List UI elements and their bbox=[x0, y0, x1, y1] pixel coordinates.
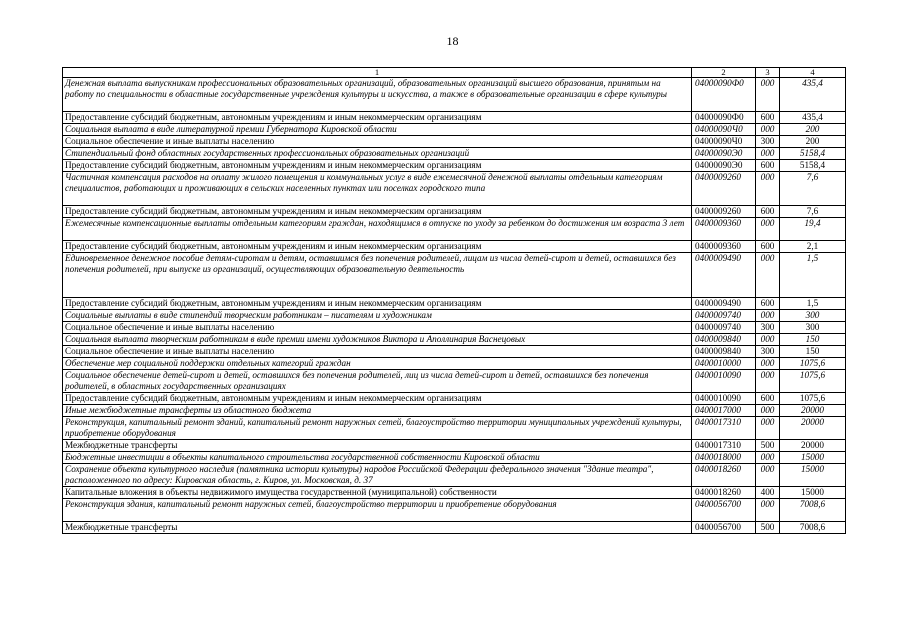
row-code-cell: 0400056700 bbox=[692, 499, 756, 522]
row-amount-cell: 2,1 bbox=[780, 241, 846, 253]
table-row bbox=[63, 393, 846, 405]
row-code-cell: 0400009260 bbox=[692, 206, 756, 218]
table-row bbox=[63, 112, 846, 124]
row-name-cell: Обеспечение мер социальной поддержки отдельных категорий граждан bbox=[63, 358, 692, 370]
row-vr-cell: 400 bbox=[756, 487, 780, 499]
row-code-cell: 0400017310 bbox=[692, 440, 756, 452]
table-header-row bbox=[63, 68, 846, 78]
row-name-cell: Бюджетные инвестиции в объекты капитального строительства государственной собственности Кировской области bbox=[63, 452, 692, 464]
table-row bbox=[63, 172, 846, 206]
row-amount-cell: 5158,4 bbox=[780, 148, 846, 160]
header-cell: 3 bbox=[756, 68, 780, 78]
row-vr-cell: 000 bbox=[756, 172, 780, 206]
row-amount-cell: 435,4 bbox=[780, 112, 846, 124]
row-vr-cell: 000 bbox=[756, 148, 780, 160]
row-amount-cell: 7,6 bbox=[780, 206, 846, 218]
row-vr-cell: 600 bbox=[756, 393, 780, 405]
row-vr-cell: 000 bbox=[756, 124, 780, 136]
row-code-cell: 0400010090 bbox=[692, 393, 756, 405]
row-code-cell: 0400017310 bbox=[692, 417, 756, 440]
row-vr-cell: 600 bbox=[756, 241, 780, 253]
row-vr-cell: 300 bbox=[756, 322, 780, 334]
row-code-cell: 0400009360 bbox=[692, 218, 756, 241]
row-code-cell: 04000090Ф0 bbox=[692, 78, 756, 112]
table-row bbox=[63, 417, 846, 440]
row-name-cell: Ежемесячные компенсационные выплаты отдельным категориям граждан, находящимся в отпуске по уходу за ребенком до достижения им возраста 3 лет bbox=[63, 218, 692, 241]
row-name-cell: Предоставление субсидий бюджетным, автономным учреждениям и иным некоммерческим организациям bbox=[63, 160, 692, 172]
row-name-cell: Социальная выплата в виде литературной премии Губернатора Кировской области bbox=[63, 124, 692, 136]
row-amount-cell: 7008,6 bbox=[780, 522, 846, 534]
row-code-cell: 04000090Ч0 bbox=[692, 136, 756, 148]
row-name-cell: Реконструкция, капитальный ремонт зданий, капитальный ремонт наружных сетей, благоустройство территории муниципальных учреждений культуры, приобретение оборудования bbox=[63, 417, 692, 440]
row-amount-cell: 200 bbox=[780, 136, 846, 148]
row-amount-cell: 1,5 bbox=[780, 298, 846, 310]
table-row bbox=[63, 440, 846, 452]
row-vr-cell: 000 bbox=[756, 78, 780, 112]
row-name-cell: Социальное обеспечение и иные выплаты населению bbox=[63, 346, 692, 358]
row-name-cell: Социальное обеспечение детей-сирот и детей, оставшихся без попечения родителей, лиц из числа детей-сирот и детей, оставшихся без попечения родителей, в областных государственных организациях bbox=[63, 370, 692, 393]
row-vr-cell: 000 bbox=[756, 464, 780, 487]
table-row bbox=[63, 206, 846, 218]
row-amount-cell: 1075,6 bbox=[780, 370, 846, 393]
table-row bbox=[63, 253, 846, 298]
row-code-cell: 0400009740 bbox=[692, 310, 756, 322]
row-amount-cell: 300 bbox=[780, 310, 846, 322]
row-code-cell: 0400009360 bbox=[692, 241, 756, 253]
table-row bbox=[63, 298, 846, 310]
row-code-cell: 0400009840 bbox=[692, 334, 756, 346]
row-code-cell: 0400009840 bbox=[692, 346, 756, 358]
row-vr-cell: 000 bbox=[756, 334, 780, 346]
row-vr-cell: 000 bbox=[756, 218, 780, 241]
row-name-cell: Предоставление субсидий бюджетным, автономным учреждениям и иным некоммерческим организациям bbox=[63, 241, 692, 253]
table-row bbox=[63, 124, 846, 136]
row-vr-cell: 000 bbox=[756, 499, 780, 522]
page-number: 18 bbox=[446, 34, 459, 48]
row-amount-cell: 1,5 bbox=[780, 253, 846, 298]
row-amount-cell: 7008,6 bbox=[780, 499, 846, 522]
row-amount-cell: 1075,6 bbox=[780, 393, 846, 405]
row-name-cell: Стипендиальный фонд областных государственных профессиональных образовательных организаций bbox=[63, 148, 692, 160]
row-code-cell: 0400009490 bbox=[692, 298, 756, 310]
row-vr-cell: 000 bbox=[756, 417, 780, 440]
table-row bbox=[63, 136, 846, 148]
table-row bbox=[63, 346, 846, 358]
row-name-cell: Социальное обеспечение и иные выплаты населению bbox=[63, 322, 692, 334]
row-name-cell: Сохранение объекта культурного наследия (памятника истории культуры) народов Российской Федерации федерального значения "Здание театра", расположенного по адресу: Кировская область, г. Киров, ул. Московская, д. 37 bbox=[63, 464, 692, 487]
row-code-cell: 04000090Ч0 bbox=[692, 124, 756, 136]
table-row bbox=[63, 241, 846, 253]
row-amount-cell: 200 bbox=[780, 124, 846, 136]
row-vr-cell: 300 bbox=[756, 346, 780, 358]
table-row bbox=[63, 78, 846, 112]
table-row bbox=[63, 499, 846, 522]
row-name-cell: Реконструкция здания, капитальный ремонт наружных сетей, благоустройство территории и приобретение оборудования bbox=[63, 499, 692, 522]
row-vr-cell: 600 bbox=[756, 206, 780, 218]
row-vr-cell: 000 bbox=[756, 253, 780, 298]
table-row bbox=[63, 464, 846, 487]
row-code-cell: 0400009740 bbox=[692, 322, 756, 334]
row-amount-cell: 19,4 bbox=[780, 218, 846, 241]
row-name-cell: Предоставление субсидий бюджетным, автономным учреждениям и иным некоммерческим организациям bbox=[63, 112, 692, 124]
budget-table bbox=[62, 67, 846, 534]
row-amount-cell: 5158,4 bbox=[780, 160, 846, 172]
header-cell: 4 bbox=[780, 68, 846, 78]
table-row bbox=[63, 487, 846, 499]
row-vr-cell: 500 bbox=[756, 440, 780, 452]
table-row bbox=[63, 322, 846, 334]
table-row bbox=[63, 218, 846, 241]
header-cell: 1 bbox=[63, 68, 692, 78]
row-code-cell: 0400010090 bbox=[692, 370, 756, 393]
row-amount-cell: 300 bbox=[780, 322, 846, 334]
row-name-cell: Социальное обеспечение и иные выплаты населению bbox=[63, 136, 692, 148]
row-code-cell: 0400018000 bbox=[692, 452, 756, 464]
row-name-cell: Денежная выплата выпускникам профессиональных образовательных организаций, образовательных организаций высшего образования, принятым на работу по специальности в областные государственные учреждения культуры и искусства, а также в образовательные организации в сфере культуры bbox=[63, 78, 692, 112]
row-vr-cell: 500 bbox=[756, 522, 780, 534]
table-row bbox=[63, 334, 846, 346]
row-vr-cell: 000 bbox=[756, 452, 780, 464]
row-vr-cell: 000 bbox=[756, 370, 780, 393]
row-amount-cell: 20000 bbox=[780, 405, 846, 417]
table-row bbox=[63, 358, 846, 370]
table-row bbox=[63, 452, 846, 464]
row-code-cell: 0400010000 bbox=[692, 358, 756, 370]
row-vr-cell: 600 bbox=[756, 160, 780, 172]
row-name-cell: Предоставление субсидий бюджетным, автономным учреждениям и иным некоммерческим организациям bbox=[63, 393, 692, 405]
row-amount-cell: 20000 bbox=[780, 417, 846, 440]
row-code-cell: 0400009490 bbox=[692, 253, 756, 298]
table-row bbox=[63, 405, 846, 417]
row-vr-cell: 000 bbox=[756, 405, 780, 417]
row-amount-cell: 7,6 bbox=[780, 172, 846, 206]
table-row bbox=[63, 160, 846, 172]
row-code-cell: 0400056700 bbox=[692, 522, 756, 534]
row-code-cell: 0400018260 bbox=[692, 487, 756, 499]
row-name-cell: Межбюджетные трансферты bbox=[63, 522, 692, 534]
table-row bbox=[63, 370, 846, 393]
row-amount-cell: 1075,6 bbox=[780, 358, 846, 370]
row-name-cell: Единовременное денежное пособие детям-сиротам и детям, оставшимся без попечения родителей, лицам из числа детей-сирот и детей, оставшихся без попечения родителей, при выпуске из организаций, осуществляющих образовательную деятельность bbox=[63, 253, 692, 298]
row-vr-cell: 000 bbox=[756, 310, 780, 322]
row-name-cell: Предоставление субсидий бюджетным, автономным учреждениям и иным некоммерческим организациям bbox=[63, 206, 692, 218]
row-code-cell: 0400017000 bbox=[692, 405, 756, 417]
row-name-cell: Социальная выплата творческим работникам в виде премии имени художников Виктора и Аполлинария Васнецовых bbox=[63, 334, 692, 346]
row-amount-cell: 150 bbox=[780, 346, 846, 358]
row-vr-cell: 000 bbox=[756, 358, 780, 370]
row-name-cell: Межбюджетные трансферты bbox=[63, 440, 692, 452]
header-cell: 2 bbox=[692, 68, 756, 78]
row-amount-cell: 435,4 bbox=[780, 78, 846, 112]
row-name-cell: Капитальные вложения в объекты недвижимого имущества государственной (муниципальной) собственности bbox=[63, 487, 692, 499]
row-vr-cell: 600 bbox=[756, 112, 780, 124]
table-row bbox=[63, 522, 846, 534]
row-name-cell: Социальные выплаты в виде стипендий творческим работникам – писателям и художникам bbox=[63, 310, 692, 322]
row-name-cell: Частичная компенсация расходов на оплату жилого помещения и коммунальных услуг в виде ежемесячной денежной выплаты отдельным категориям специалистов, работающих и проживающих в сельских населенных пунктах или поселках городского типа bbox=[63, 172, 692, 206]
row-name-cell: Предоставление субсидий бюджетным, автономным учреждениям и иным некоммерческим организациям bbox=[63, 298, 692, 310]
table-row bbox=[63, 148, 846, 160]
row-code-cell: 04000090Ф0 bbox=[692, 112, 756, 124]
row-amount-cell: 15000 bbox=[780, 452, 846, 464]
row-code-cell: 04000090Э0 bbox=[692, 160, 756, 172]
row-amount-cell: 20000 bbox=[780, 440, 846, 452]
row-code-cell: 0400018260 bbox=[692, 464, 756, 487]
row-amount-cell: 150 bbox=[780, 334, 846, 346]
row-amount-cell: 15000 bbox=[780, 464, 846, 487]
row-vr-cell: 300 bbox=[756, 136, 780, 148]
row-name-cell: Иные межбюджетные трансферты из областного бюджета bbox=[63, 405, 692, 417]
row-vr-cell: 600 bbox=[756, 298, 780, 310]
table-row bbox=[63, 310, 846, 322]
row-code-cell: 0400009260 bbox=[692, 172, 756, 206]
row-amount-cell: 15000 bbox=[780, 487, 846, 499]
row-code-cell: 04000090Э0 bbox=[692, 148, 756, 160]
